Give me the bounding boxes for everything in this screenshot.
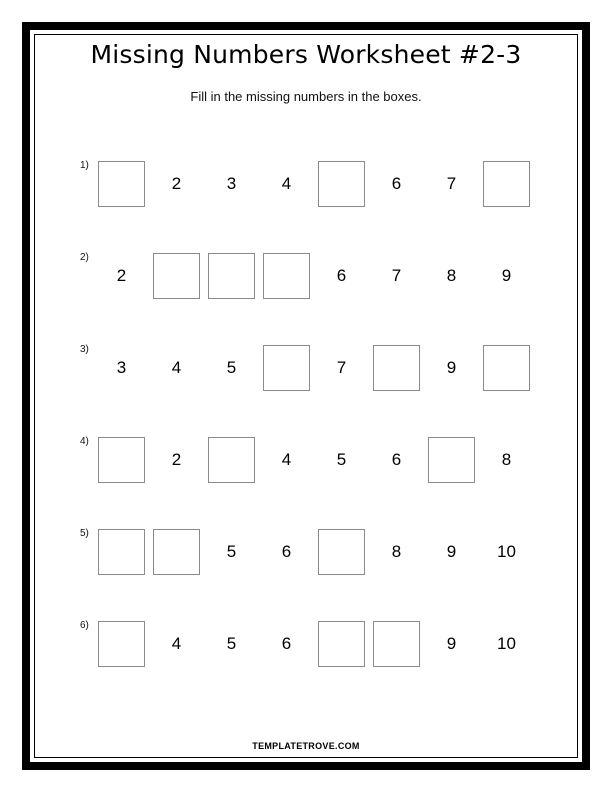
footer-site-label: TEMPLATETROVE.COM [252,741,360,751]
exercise-row [0,529,612,579]
given-number: 7 [336,358,347,377]
exercise-row [0,161,612,211]
given-number: 6 [281,634,292,653]
given-number: 3 [226,174,237,193]
answer-box[interactable] [373,345,420,391]
given-number: 9 [446,542,457,561]
given-number: 5 [226,634,237,653]
answer-box[interactable] [428,437,475,483]
answer-box[interactable] [263,345,310,391]
exercise-row [0,253,612,303]
given-number: 10 [497,634,516,653]
row-number: 6) [80,620,89,631]
given-number: 7 [391,266,402,285]
given-number: 4 [171,634,182,653]
given-number: 6 [281,542,292,561]
row-number: 4) [80,436,89,447]
answer-box[interactable] [98,161,145,207]
exercise-row [0,345,612,395]
given-number: 6 [391,450,402,469]
answer-box[interactable] [483,161,530,207]
given-number: 8 [446,266,457,285]
answer-box[interactable] [98,529,145,575]
row-number: 2) [80,252,89,263]
given-number: 3 [116,358,127,377]
given-number: 10 [497,542,516,561]
answer-box[interactable] [98,621,145,667]
given-number: 9 [446,358,457,377]
answer-box[interactable] [263,253,310,299]
answer-box[interactable] [373,621,420,667]
answer-box[interactable] [153,529,200,575]
answer-box[interactable] [483,345,530,391]
given-number: 5 [336,450,347,469]
given-number: 6 [391,174,402,193]
answer-box[interactable] [208,253,255,299]
row-number: 1) [80,160,89,171]
given-number: 5 [226,542,237,561]
answer-box[interactable] [98,437,145,483]
exercise-row [0,621,612,671]
exercise-row [0,437,612,487]
given-number: 8 [501,450,512,469]
given-number: 7 [446,174,457,193]
given-number: 9 [446,634,457,653]
row-number: 5) [80,528,89,539]
given-number: 6 [336,266,347,285]
given-number: 5 [226,358,237,377]
answer-box[interactable] [208,437,255,483]
answer-box[interactable] [318,161,365,207]
answer-box[interactable] [318,529,365,575]
instructions: Fill in the missing numbers in the boxes. [190,89,422,104]
given-number: 2 [171,450,182,469]
answer-box[interactable] [153,253,200,299]
given-number: 2 [171,174,182,193]
given-number: 9 [501,266,512,285]
answer-box[interactable] [318,621,365,667]
given-number: 4 [171,358,182,377]
given-number: 4 [281,174,292,193]
worksheet-title: Missing Numbers Worksheet #2-3 [90,40,522,69]
given-number: 8 [391,542,402,561]
given-number: 4 [281,450,292,469]
row-number: 3) [80,344,89,355]
given-number: 2 [116,266,127,285]
